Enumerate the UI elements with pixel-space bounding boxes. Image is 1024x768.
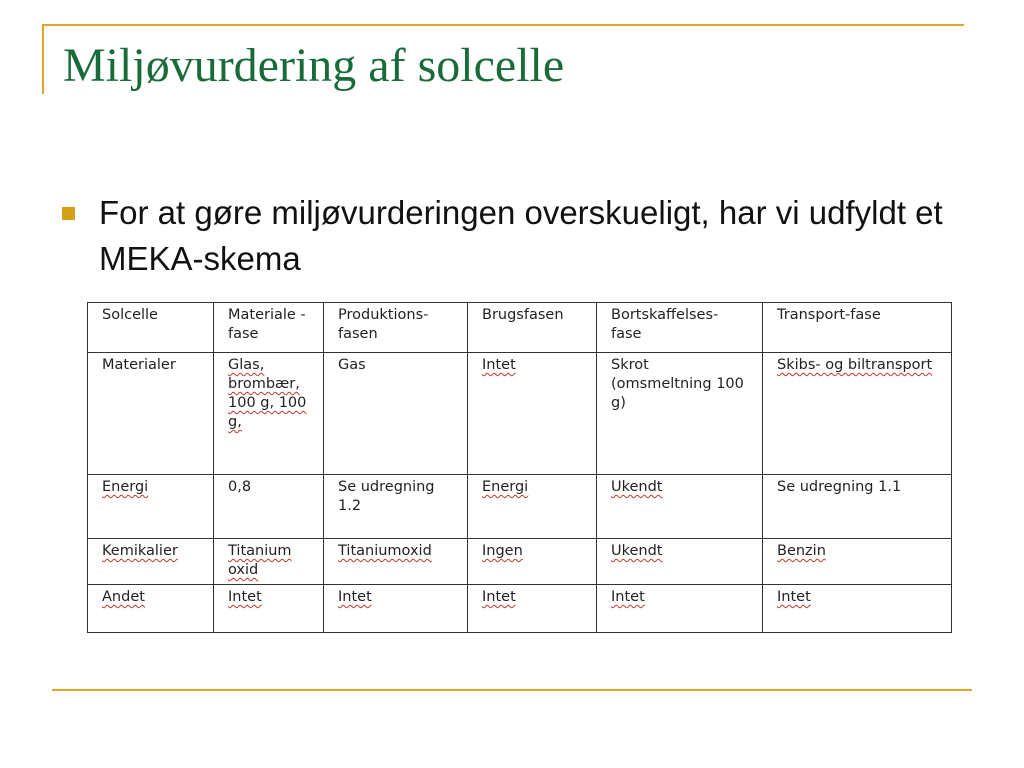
table-cell-text: Energi bbox=[482, 479, 529, 495]
table-cell: Se udregning 1.1 bbox=[763, 475, 952, 539]
slide-title: Miljøvurdering af solcelle bbox=[63, 39, 565, 92]
table-cell-text: Titaniumoxid bbox=[338, 543, 432, 559]
table-cell bbox=[468, 585, 597, 633]
table-row bbox=[88, 539, 952, 585]
table-header-cell: Bortskaffelses-fase bbox=[597, 303, 763, 353]
table-cell bbox=[763, 585, 952, 633]
table-cell-text: Glas, brombær, 100 g, 100 g, bbox=[228, 357, 307, 430]
table-cell bbox=[763, 353, 952, 475]
meka-table bbox=[87, 302, 952, 633]
table-cell-text: Intet bbox=[611, 589, 645, 605]
table-cell-text: Intet bbox=[777, 589, 811, 605]
table-cell bbox=[214, 353, 324, 475]
table-cell-text: Andet bbox=[102, 589, 145, 605]
table-row bbox=[88, 585, 952, 633]
table-cell bbox=[468, 539, 597, 585]
table-cell bbox=[214, 539, 324, 585]
table-cell bbox=[324, 585, 468, 633]
table-row bbox=[88, 475, 952, 539]
table-cell bbox=[88, 539, 214, 585]
table-cell-text: Ukendt bbox=[611, 479, 663, 495]
table-header-row bbox=[88, 303, 952, 353]
table-cell: 0,8 bbox=[214, 475, 324, 539]
table-header-cell: Produktions-fasen bbox=[324, 303, 468, 353]
table-cell bbox=[468, 353, 597, 475]
table-cell bbox=[88, 585, 214, 633]
table-cell-text: Kemikalier bbox=[102, 543, 178, 559]
table-header-cell: Brugsfasen bbox=[468, 303, 597, 353]
table-cell-text: Benzin bbox=[777, 543, 826, 559]
table-cell bbox=[468, 475, 597, 539]
table-cell bbox=[597, 475, 763, 539]
table-cell bbox=[88, 475, 214, 539]
top-divider bbox=[42, 24, 964, 26]
table-header-cell: Solcelle bbox=[88, 303, 214, 353]
table-cell-text: Intet bbox=[482, 357, 516, 373]
bullet-item bbox=[62, 190, 972, 282]
table-cell-text: Intet bbox=[482, 589, 516, 605]
table-cell-text: Intet bbox=[228, 589, 262, 605]
bullet-text: For at gøre miljøvurderingen overskueligt, har vi udfyldt et MEKA-skema bbox=[99, 194, 943, 277]
table-cell bbox=[324, 539, 468, 585]
table-cell: Gas bbox=[324, 353, 468, 475]
table-row bbox=[88, 353, 952, 475]
table-cell: Se udregning 1.2 bbox=[324, 475, 468, 539]
table-cell-text: Energi bbox=[102, 479, 149, 495]
bottom-divider bbox=[52, 689, 972, 691]
table-header-cell: Materiale -fase bbox=[214, 303, 324, 353]
table-cell-text: Titanium oxid bbox=[228, 543, 292, 578]
table-cell bbox=[597, 539, 763, 585]
left-divider bbox=[42, 24, 44, 94]
table-cell-text: Ingen bbox=[482, 543, 523, 559]
table-cell-text: Intet bbox=[338, 589, 372, 605]
table-cell: Materialer bbox=[88, 353, 214, 475]
table-cell-text: Skibs- og biltransport bbox=[777, 357, 933, 373]
square-bullet-icon bbox=[62, 207, 75, 220]
table-cell: Skrot (omsmeltning 100 g) bbox=[597, 353, 763, 475]
table-cell-text: Ukendt bbox=[611, 543, 663, 559]
table-cell bbox=[597, 585, 763, 633]
table-header-cell: Transport-fase bbox=[763, 303, 952, 353]
table-cell bbox=[214, 585, 324, 633]
table-cell bbox=[763, 539, 952, 585]
